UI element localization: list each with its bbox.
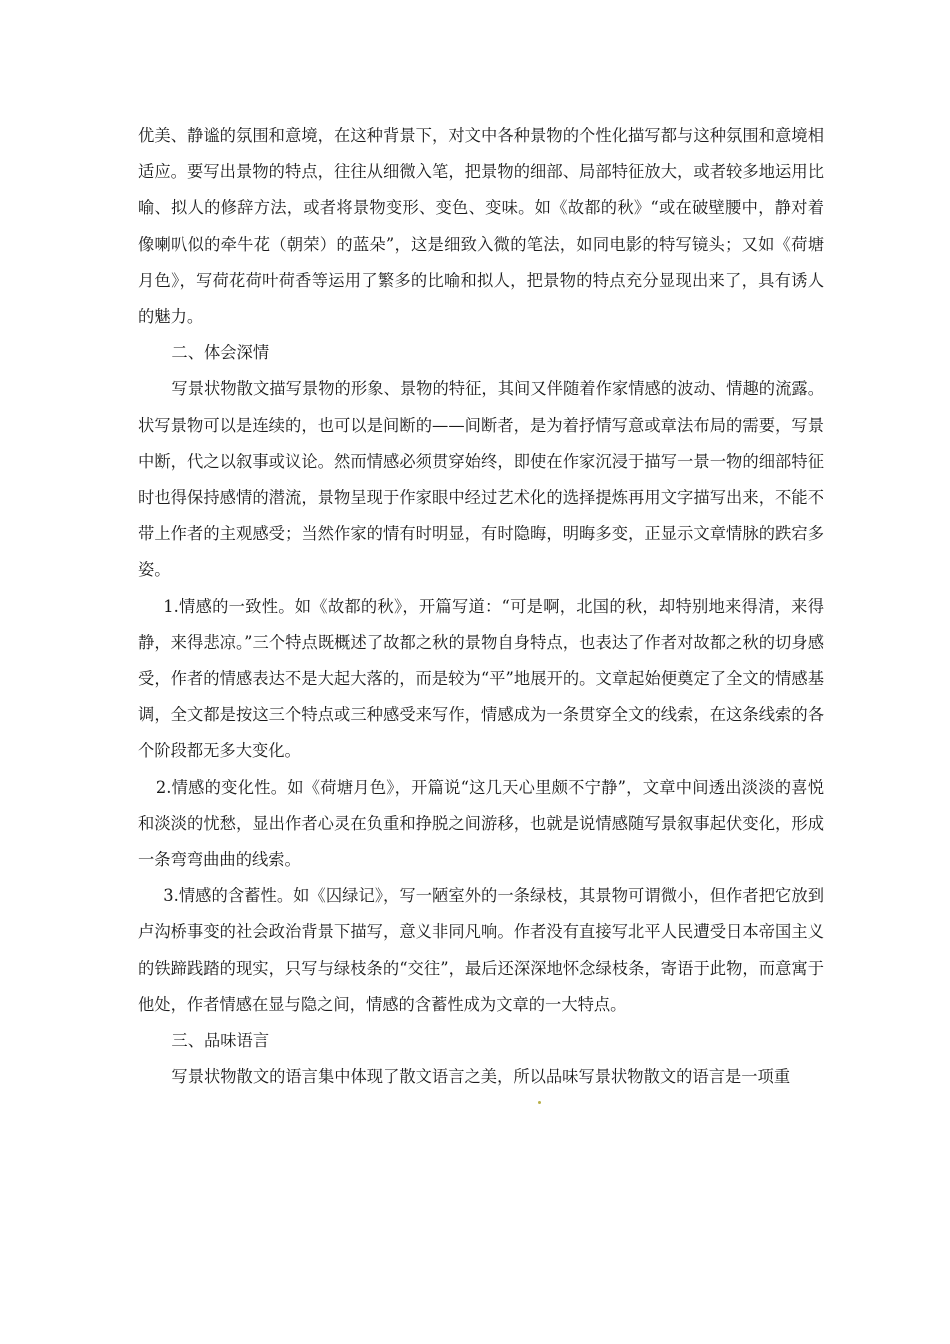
paragraph-language-intro: 写景状物散文的语言集中体现了散文语言之美，所以品味写景状物散文的语言是一项重 bbox=[171, 1067, 791, 1087]
paragraph-emotion-intro: 写景状物散文描写景物的形象、景物的特征，其间又伴随着作家情感的波动、情趣的流露。状写景物可以是连续的，也可以是间断的——间断者，是为着抒情写意或章法布局的需要，写景中断，代之以叙事或议论。然而情感必须贯穿始终，即使在作家沉浸于描写一景一物的细部特征时也得保持感情的潜流，景物呈现于作家眼中经过艺术化的选择提炼再用文字描写出来，不能不带上作者的主观感受；当然作家的情有时明显，有时隐晦，明晦多变，正显示文章情脉的跌宕多姿。 bbox=[138, 379, 824, 580]
document-page bbox=[138, 118, 824, 1095]
stray-mark bbox=[538, 1101, 541, 1104]
paragraph-scenery-description: 优美、静谧的氛围和意境，在这种背景下，对文中各种景物的个性化描写都与这种氛围和意境相适应。要写出景物的特点，往往从细微入笔，把景物的细部、局部特征放大，或者较多地运用比喻、拟人的修辞方法，或者将景物变形、变色、变味。如《故都的秋》“或在破壁腰中，静对着像喇叭似的牵牛花（朝荣）的蓝朵”，这是细致入微的笔法，如同电影的特写镜头；又如《荷塘月色》，写荷花荷叶荷香等运用了繁多的比喻和拟人，把景物的特点充分显现出来了，具有诱人的魅力。 bbox=[138, 126, 824, 327]
paragraph-emotion-subtlety: 3.情感的含蓄性。如《囚绿记》，写一陋室外的一条绿枝，其景物可谓微小，但作者把它放到卢沟桥事变的社会政治背景下描写，意义非同凡响。作者没有直接写北平人民遭受日本帝国主义的铁蹄践踏的现实，只写与绿枝条的“交往”，最后还深深地怀念绿枝条，寄语于此物，而意寓于他处，作者情感在显与隐之间，情感的含蓄性成为文章的一大特点。 bbox=[138, 886, 824, 1014]
section-heading-savor-language: 三、品味语言 bbox=[171, 1031, 270, 1051]
paragraph-emotion-consistency: 1.情感的一致性。如《故都的秋》，开篇写道：“可是啊，北国的秋，却特别地来得清，来得静，来得悲凉。”三个特点既概述了故都之秋的景物自身特点，也表达了作者对故都之秋的切身感受，作者的情感表达不是大起大落的，而是较为“平”地展开的。文章起始便奠定了全文的情感基调，全文都是按这三个特点或三种感受来写作，情感成为一条贯穿全文的线索，在这条线索的各个阶段都无多大变化。 bbox=[138, 596, 824, 761]
section-heading-feel-emotion: 二、体会深情 bbox=[171, 343, 270, 363]
paragraph-emotion-variability: 2.情感的变化性。如《荷塘月色》，开篇说“这几天心里颇不宁静”，文章中间透出淡淡的喜悦和淡淡的忧愁，显出作者心灵在负重和挣脱之间游移，也就是说情感随写景叙事起伏变化，形成一条弯弯曲曲的线索。 bbox=[138, 777, 824, 870]
